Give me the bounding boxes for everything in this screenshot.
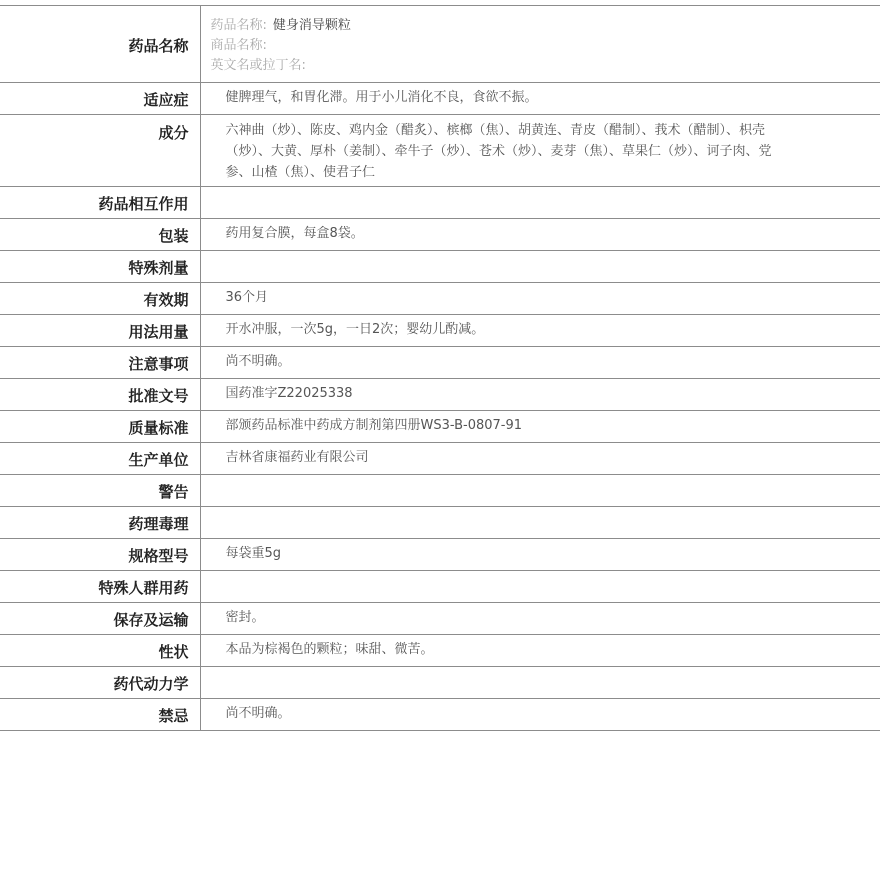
row-value	[200, 667, 880, 699]
row-value: 吉林省康福药业有限公司	[200, 443, 880, 475]
trade-name-key: 商品名称:	[210, 38, 267, 53]
row-value	[200, 571, 880, 603]
row-value: 尚不明确。	[200, 699, 880, 731]
row-label: 注意事项	[0, 347, 200, 379]
trade-name-line	[211, 36, 791, 56]
generic-name-key: 药品名称:	[210, 18, 267, 33]
row-label: 包装	[0, 219, 200, 251]
row-value: 密封。	[200, 603, 880, 635]
row-label: 药品相互作用	[0, 187, 200, 219]
row-label: 用法用量	[0, 315, 200, 347]
row-dosage	[0, 315, 880, 347]
row-packaging	[0, 219, 880, 251]
row-label: 规格型号	[0, 539, 200, 571]
row-ingredients	[0, 115, 880, 187]
row-drug-name	[0, 6, 880, 83]
row-quality-standard	[0, 411, 880, 443]
row-label: 药代动力学	[0, 667, 200, 699]
drug-spec-table	[0, 5, 880, 731]
row-indications	[0, 83, 880, 115]
generic-name-line	[211, 16, 791, 36]
row-value: 国药准字Z22025338	[200, 379, 880, 411]
generic-name-value: 健身消导颗粒	[272, 18, 351, 33]
row-value: 部颁药品标准中药成方制剂第四册WS3-B-0807-91	[200, 411, 880, 443]
row-special-population	[0, 571, 880, 603]
row-label: 批准文号	[0, 379, 200, 411]
row-contraindications	[0, 699, 880, 731]
row-label: 生产单位	[0, 443, 200, 475]
row-label: 禁忌	[0, 699, 200, 731]
row-pharmacokinetics	[0, 667, 880, 699]
row-label: 药品名称	[0, 6, 200, 83]
row-value	[200, 507, 880, 539]
row-precautions	[0, 347, 880, 379]
row-value: 本品为棕褐色的颗粒；味甜、微苦。	[200, 635, 880, 667]
row-value	[200, 475, 880, 507]
row-label: 有效期	[0, 283, 200, 315]
row-shelf-life	[0, 283, 880, 315]
row-value: 开水冲服，一次5g，一日2次；婴幼儿酌减。	[200, 315, 880, 347]
row-value: 每袋重5g	[200, 539, 880, 571]
row-appearance	[0, 635, 880, 667]
row-warning	[0, 475, 880, 507]
row-pharmacology	[0, 507, 880, 539]
row-label: 成分	[0, 115, 200, 187]
row-special-dose	[0, 251, 880, 283]
row-value: 尚不明确。	[200, 347, 880, 379]
row-label: 特殊剂量	[0, 251, 200, 283]
row-label: 质量标准	[0, 411, 200, 443]
row-label: 警告	[0, 475, 200, 507]
row-value: 药用复合膜，每盒8袋。	[200, 219, 880, 251]
row-value	[200, 187, 880, 219]
row-label: 保存及运输	[0, 603, 200, 635]
row-value: 36个月	[200, 283, 880, 315]
row-specification	[0, 539, 880, 571]
latin-name-line	[211, 56, 791, 76]
row-manufacturer	[0, 443, 880, 475]
row-value: 健脾理气，和胃化滞。用于小儿消化不良，食欲不振。	[200, 83, 880, 115]
row-label: 特殊人群用药	[0, 571, 200, 603]
row-label: 适应症	[0, 83, 200, 115]
row-storage	[0, 603, 880, 635]
row-label: 药理毒理	[0, 507, 200, 539]
row-interactions	[0, 187, 880, 219]
drug-name-values	[200, 6, 880, 83]
row-value: 六神曲（炒）、陈皮、鸡内金（醋炙）、槟榔（焦）、胡黄连、青皮（醋制）、莪术（醋制）、枳壳（炒）、大黄、厚朴（姜制）、牵牛子（炒）、苍术（炒）、麦芽（焦）、草果仁（炒）、诃子肉、党参、山楂（焦）、使君子仁	[200, 115, 880, 187]
row-value	[200, 251, 880, 283]
latin-name-key: 英文名或拉丁名:	[210, 58, 306, 73]
row-approval-number	[0, 379, 880, 411]
row-label: 性状	[0, 635, 200, 667]
